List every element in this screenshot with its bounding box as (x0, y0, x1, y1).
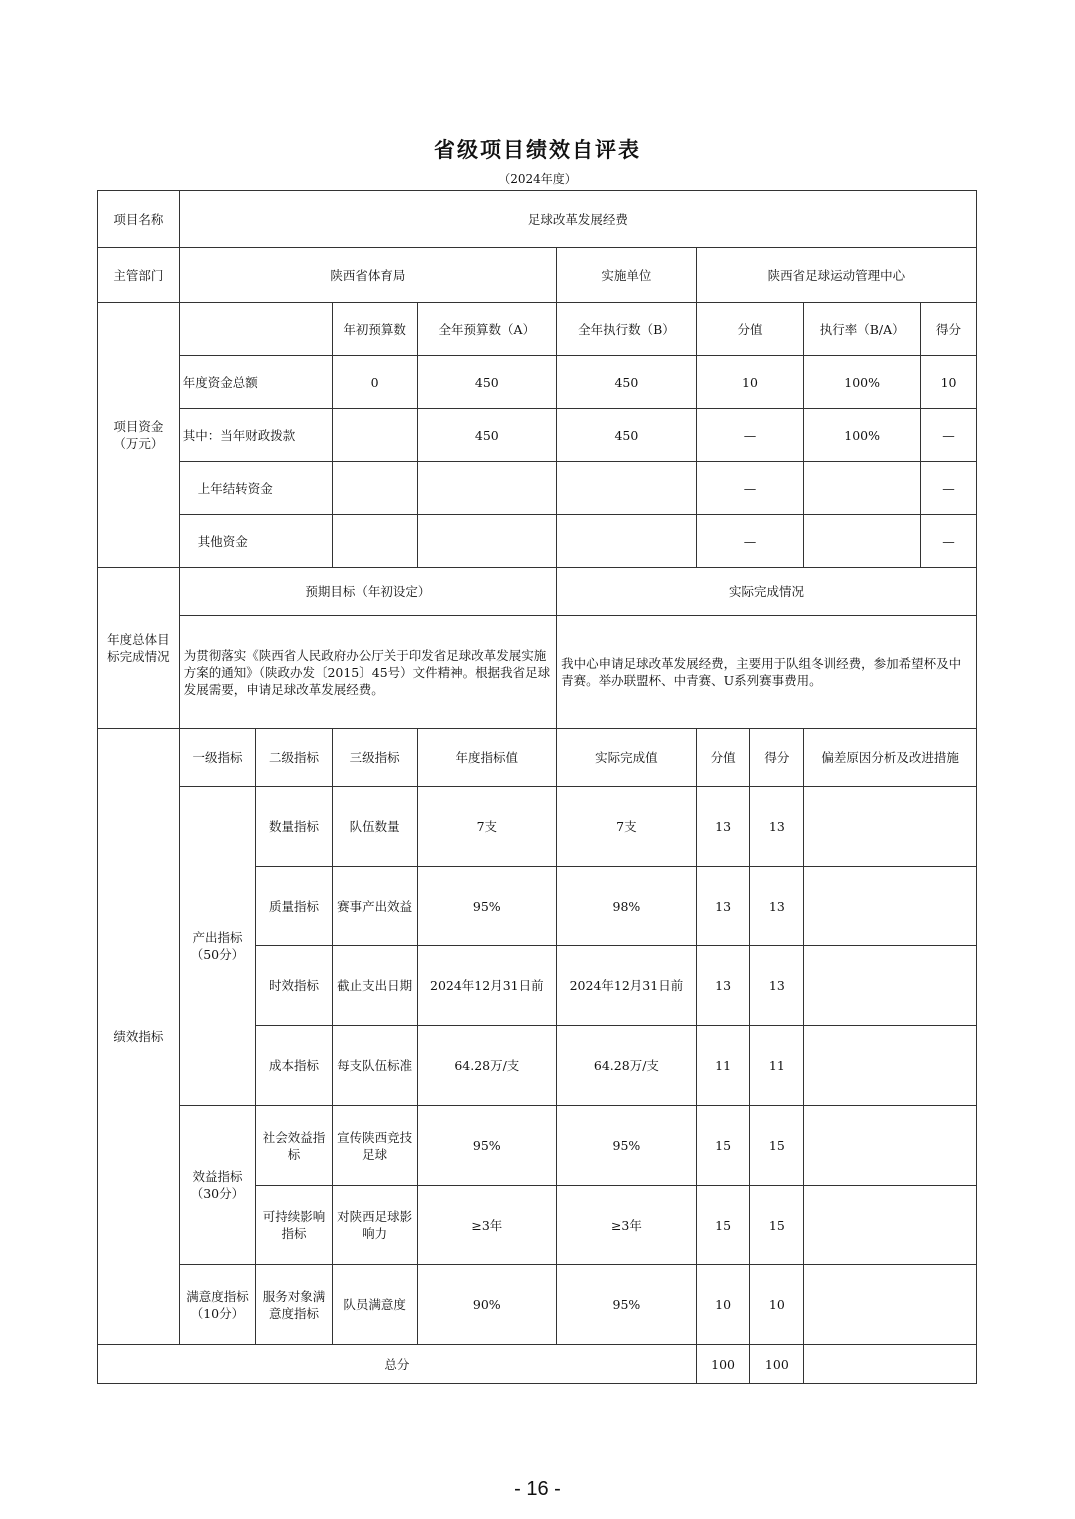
perf-row (98, 1265, 977, 1345)
perf-row-level3: 对陕西足球影响力 (332, 1186, 417, 1265)
perf-row-actual: 64.28万/支 (557, 1026, 697, 1106)
perf-row-score-value: 10 (696, 1265, 750, 1345)
department-value: 陕西省体育局 (179, 248, 556, 303)
perf-header-deviation: 偏差原因分析及改进措施 (804, 729, 977, 787)
unit-value: 陕西省足球运动管理中心 (696, 248, 976, 303)
perf-row-target: 7支 (417, 787, 557, 867)
funds-row-executed (557, 462, 697, 515)
perf-row (98, 1106, 977, 1186)
perf-row-actual: ≥3年 (557, 1186, 697, 1265)
goals-expected-text: 为贯彻落实《陕西省人民政府办公厅关于印发省足球改革发展实施方案的通知》（陕政办发〔2015〕45号）文件精神。根据我省足球发展需要，申请足球改革发展经费。 (179, 616, 556, 729)
funds-row (98, 462, 977, 515)
perf-row-actual: 98% (557, 867, 697, 946)
page-subtitle: （2024年度） (498, 172, 577, 186)
perf-header-level2: 二级指标 (256, 729, 333, 787)
perf-row-score-value: 13 (696, 787, 750, 867)
perf-row-actual: 95% (557, 1106, 697, 1186)
perf-row-actual: 7支 (557, 787, 697, 867)
perf-row-target: 90% (417, 1265, 557, 1345)
perf-row-deviation (804, 867, 977, 946)
funds-row-score: — (921, 409, 977, 462)
funds-row-score: 10 (921, 356, 977, 409)
perf-row-level3: 截止支出日期 (332, 946, 417, 1026)
funds-header-annual: 全年预算数（A） (417, 303, 557, 356)
funds-row (98, 409, 977, 462)
funds-row-label: 年度资金总额 (179, 356, 332, 409)
perf-row-deviation (804, 1186, 977, 1265)
perf-row-level2: 数量指标 (256, 787, 333, 867)
perf-row-score: 13 (750, 867, 804, 946)
funds-row-score: — (921, 515, 977, 568)
funds-row-rate (804, 515, 921, 568)
funds-row-initial (332, 515, 417, 568)
total-score: 100 (750, 1345, 804, 1384)
goals-content-row (98, 616, 977, 729)
perf-group-satisfaction: 满意度指标（10分） (179, 1265, 256, 1345)
perf-row-level3: 每支队伍标准 (332, 1026, 417, 1106)
perf-row-target: 95% (417, 1106, 557, 1186)
perf-row-target: ≥3年 (417, 1186, 557, 1265)
perf-group-benefit: 效益指标（30分） (179, 1106, 256, 1265)
funds-row-initial (332, 409, 417, 462)
goals-expected-header: 预期目标（年初设定） (179, 568, 556, 616)
goals-actual-text: 我中心申请足球改革发展经费，主要用于队组冬训经费，参加希望杯及中青赛。举办联盟杯、中青赛、U系列赛事费用。 (557, 616, 977, 729)
funds-row-score-value: — (696, 462, 804, 515)
funds-header-row (98, 303, 977, 356)
perf-row-actual: 2024年12月31日前 (557, 946, 697, 1026)
perf-row-score: 13 (750, 946, 804, 1026)
perf-header-level1: 一级指标 (179, 729, 256, 787)
perf-row-level2: 社会效益指标 (256, 1106, 333, 1186)
goals-header-row (98, 568, 977, 616)
perf-row-level3: 赛事产出效益 (332, 867, 417, 946)
project-name-row (98, 191, 977, 248)
perf-header-level3: 三级指标 (332, 729, 417, 787)
perf-row-level2: 质量指标 (256, 867, 333, 946)
project-name-value: 足球改革发展经费 (179, 191, 976, 248)
perf-row-level2: 成本指标 (256, 1026, 333, 1106)
perf-row-deviation (804, 787, 977, 867)
funds-row-score-value: — (696, 515, 804, 568)
funds-header-score-value: 分值 (696, 303, 804, 356)
perf-row-level2: 可持续影响指标 (256, 1186, 333, 1265)
funds-header-score: 得分 (921, 303, 977, 356)
perf-row-score-value: 13 (696, 946, 750, 1026)
unit-label: 实施单位 (557, 248, 697, 303)
perf-row-score-value: 15 (696, 1106, 750, 1186)
self-evaluation-table (97, 190, 977, 1384)
funds-row-annual: 450 (417, 356, 557, 409)
funds-row-label: 其他资金 (179, 515, 332, 568)
page-number: - 16 - (514, 1478, 561, 1500)
perf-row-level3: 宣传陕西竞技足球 (332, 1106, 417, 1186)
perf-header-score-value: 分值 (696, 729, 750, 787)
funds-row-score-value: — (696, 409, 804, 462)
perf-header-actual: 实际完成值 (557, 729, 697, 787)
funds-row-annual (417, 515, 557, 568)
perf-row-score-value: 11 (696, 1026, 750, 1106)
perf-row-deviation (804, 1026, 977, 1106)
perf-row-level2: 服务对象满意度指标 (256, 1265, 333, 1345)
perf-header-score: 得分 (750, 729, 804, 787)
funds-row-score: — (921, 462, 977, 515)
perf-row (98, 787, 977, 867)
funds-row-executed (557, 515, 697, 568)
goals-section-label: 年度总体目标完成情况 (98, 568, 180, 729)
perf-row-level3: 队员满意度 (332, 1265, 417, 1345)
perf-row-level3: 队伍数量 (332, 787, 417, 867)
perf-row-score-value: 13 (696, 867, 750, 946)
perf-row-score-value: 15 (696, 1186, 750, 1265)
perf-row-target: 64.28万/支 (417, 1026, 557, 1106)
funds-header-initial: 年初预算数 (332, 303, 417, 356)
total-label: 总分 (98, 1345, 697, 1384)
performance-header-row (98, 729, 977, 787)
perf-row-deviation (804, 1106, 977, 1186)
department-label: 主管部门 (98, 248, 180, 303)
funds-row-label: 上年结转资金 (179, 462, 332, 515)
perf-row-score: 13 (750, 787, 804, 867)
total-row (98, 1345, 977, 1384)
perf-row-score: 15 (750, 1106, 804, 1186)
perf-group-output: 产出指标（50分） (179, 787, 256, 1106)
total-deviation (804, 1345, 977, 1384)
funds-section-label: 项目资金（万元） (98, 303, 180, 568)
funds-row-score-value: 10 (696, 356, 804, 409)
funds-row-rate (804, 462, 921, 515)
perf-row-deviation (804, 1265, 977, 1345)
perf-row-target: 2024年12月31日前 (417, 946, 557, 1026)
perf-row-score: 10 (750, 1265, 804, 1345)
funds-row-initial (332, 462, 417, 515)
perf-row-level2: 时效指标 (256, 946, 333, 1026)
funds-row-initial: 0 (332, 356, 417, 409)
goals-actual-header: 实际完成情况 (557, 568, 977, 616)
funds-row (98, 356, 977, 409)
department-row (98, 248, 977, 303)
funds-row-executed: 450 (557, 356, 697, 409)
funds-header-blank (179, 303, 332, 356)
performance-section-label: 绩效指标 (98, 729, 180, 1345)
total-score-value: 100 (696, 1345, 750, 1384)
funds-row-rate: 100% (804, 409, 921, 462)
perf-row-actual: 95% (557, 1265, 697, 1345)
perf-row-score: 15 (750, 1186, 804, 1265)
funds-header-rate: 执行率（B/A） (804, 303, 921, 356)
funds-row-label: 其中：当年财政拨款 (179, 409, 332, 462)
funds-header-executed: 全年执行数（B） (557, 303, 697, 356)
perf-row-score: 11 (750, 1026, 804, 1106)
funds-row-annual (417, 462, 557, 515)
funds-row-rate: 100% (804, 356, 921, 409)
funds-row-executed: 450 (557, 409, 697, 462)
perf-row-target: 95% (417, 867, 557, 946)
perf-row-deviation (804, 946, 977, 1026)
page-title: 省级项目绩效自评表 (434, 137, 641, 162)
funds-row-annual: 450 (417, 409, 557, 462)
project-name-label: 项目名称 (98, 191, 180, 248)
funds-row (98, 515, 977, 568)
perf-header-target: 年度指标值 (417, 729, 557, 787)
